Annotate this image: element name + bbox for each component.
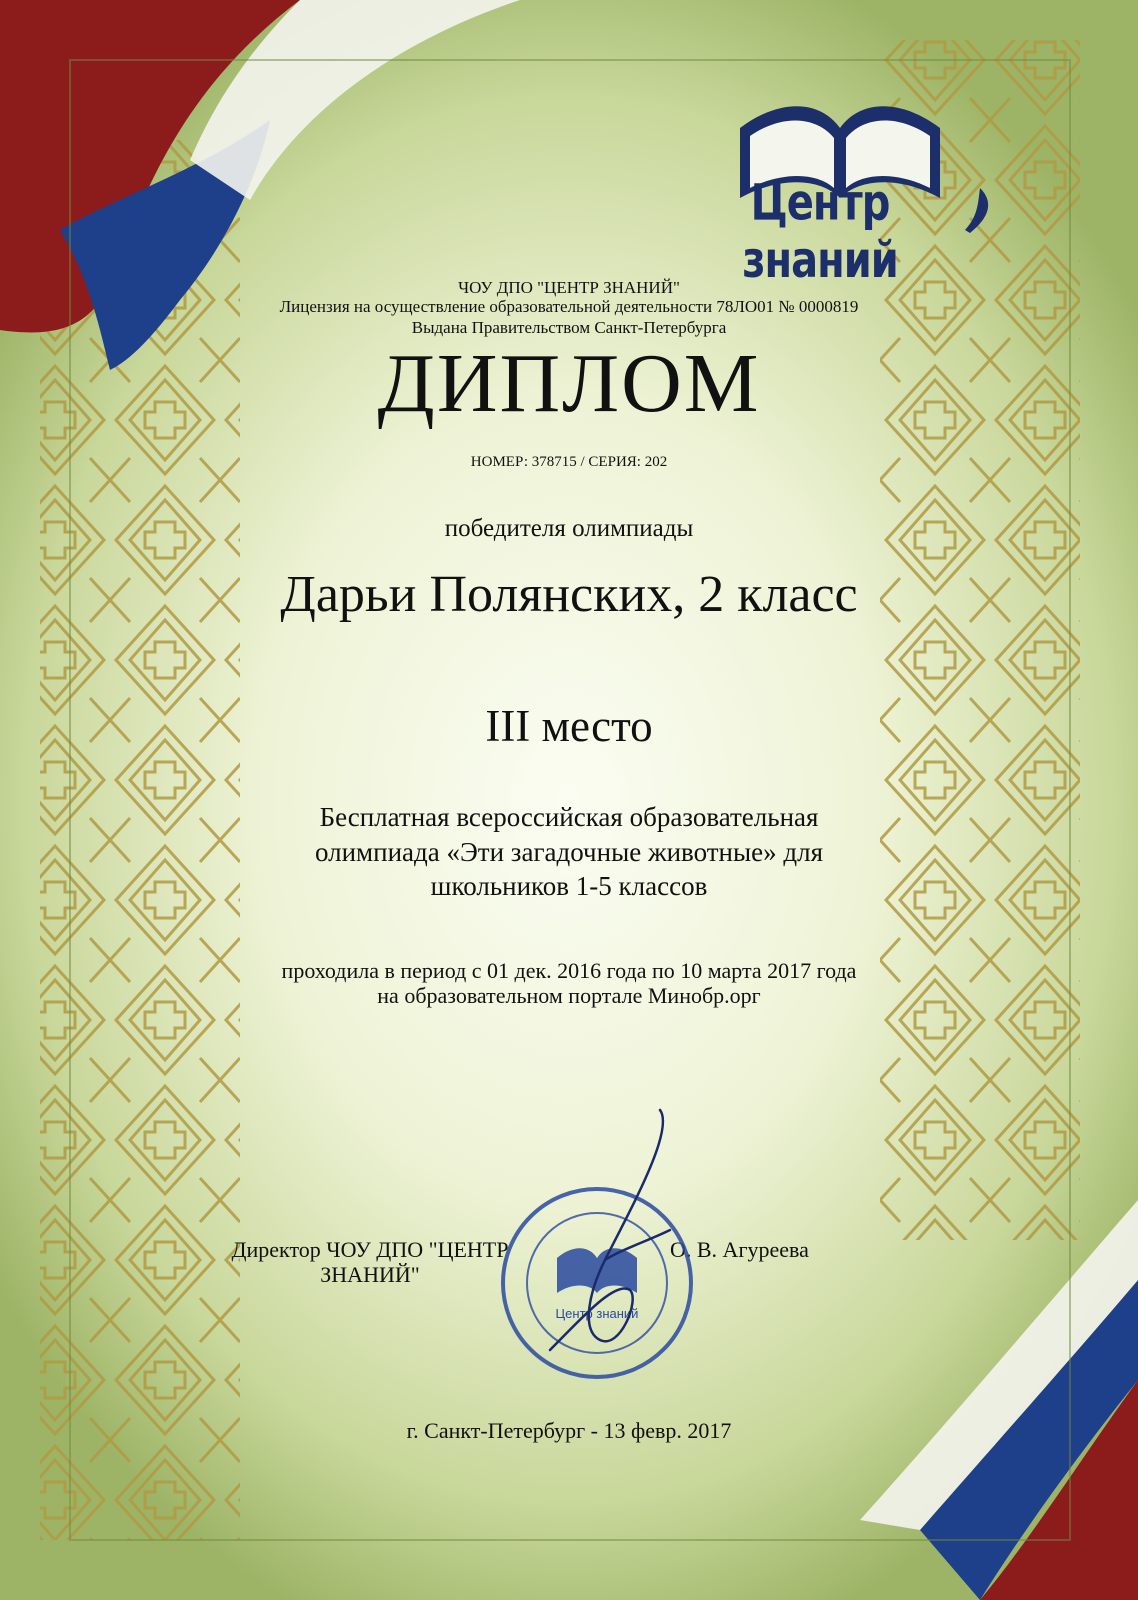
director-title-line: Директор ЧОУ ДПО "ЦЕНТР bbox=[231, 1237, 509, 1262]
period-line: на образовательном портале Минобр.орг bbox=[377, 983, 761, 1009]
olympiad-line: олимпиада «Эти загадочные животные» для bbox=[314, 836, 824, 867]
director-title-line: ЗНАНИЙ" bbox=[320, 1262, 420, 1288]
director-title bbox=[200, 1237, 540, 1288]
place-awarded: III место bbox=[485, 701, 653, 751]
olympiad-description bbox=[0, 800, 1138, 904]
recipient-name: Дарьи Полянских, 2 класс bbox=[280, 566, 858, 623]
issued-by-line: Выдана Правительством Санкт-Петербурга bbox=[411, 318, 727, 337]
director-signature bbox=[510, 1090, 710, 1390]
document-number: НОМЕР: 378715 / СЕРИЯ: 202 bbox=[470, 454, 668, 470]
logo-caption: Центр знаний bbox=[742, 174, 898, 290]
stamp-caption: Центр знаний bbox=[555, 1306, 639, 1321]
city-and-date: г. Санкт-Петербург - 13 февр. 2017 bbox=[406, 1418, 732, 1443]
license-line: Лицензия на осуществление образовательной деятельности 78ЛО01 № 0000819 bbox=[279, 297, 859, 316]
document-title: ДИПЛОМ bbox=[377, 337, 761, 430]
award-type: победителя олимпиады bbox=[444, 515, 694, 542]
period-line: проходила в период с 01 дек. 2016 года по 10 марта 2017 года bbox=[281, 958, 857, 983]
olympiad-period bbox=[0, 958, 1138, 1009]
director-name: О. В. Агуреева bbox=[670, 1237, 809, 1262]
olympiad-line: школьников 1-5 классов bbox=[430, 871, 708, 902]
organization-name: ЧОУ ДПО "ЦЕНТР ЗНАНИЙ" bbox=[458, 278, 680, 297]
olympiad-line: Бесплатная всероссийская образовательная bbox=[319, 802, 819, 832]
